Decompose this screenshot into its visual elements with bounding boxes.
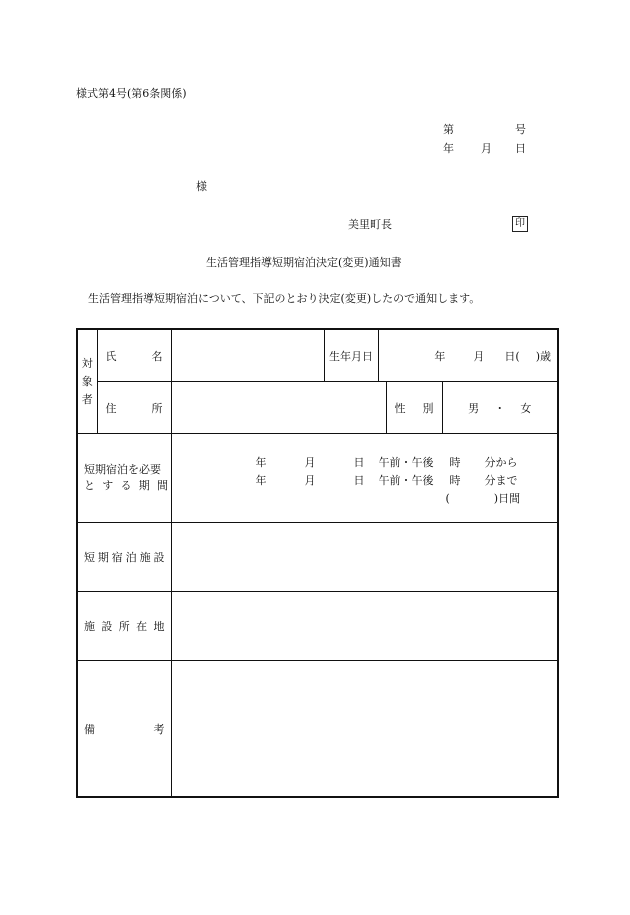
number-prefix: 第 <box>443 123 454 136</box>
name-label: 氏 名 <box>97 329 171 382</box>
period-from-line: 年 月 日 午前・午後 時 分から <box>255 456 518 469</box>
facility-field[interactable] <box>171 523 558 592</box>
number-suffix: 号 <box>515 123 526 136</box>
addressee-suffix: 様 <box>196 180 207 193</box>
period-label: 短期宿泊を必要 と す る 期 間 <box>77 434 171 523</box>
remarks-field[interactable] <box>171 661 558 798</box>
location-label: 施 設 所 在 地 <box>77 592 171 661</box>
date-year: 年 <box>443 142 454 155</box>
date-day: 日 <box>515 142 526 155</box>
location-field[interactable] <box>171 592 558 661</box>
facility-label: 短 期 宿 泊 施 設 <box>77 523 171 592</box>
birth-field[interactable]: 年 月 日( )歳 <box>378 329 558 382</box>
form-id: 様式第4号(第6条関係) <box>76 87 187 100</box>
period-to-line: 年 月 日 午前・午後 時 分まで <box>255 474 518 487</box>
issuer: 美里町長 <box>348 218 392 231</box>
period-field[interactable] <box>171 434 558 523</box>
gender-field[interactable]: 男 ・ 女 <box>442 382 558 434</box>
address-label: 住 所 <box>97 382 171 434</box>
intro-text: 生活管理指導短期宿泊について、下記のとおり決定(変更)したので通知します。 <box>88 292 481 305</box>
subject-label: 対 象 者 <box>77 329 97 434</box>
period-days-line: ( )日間 <box>445 492 521 505</box>
address-field[interactable] <box>171 382 386 434</box>
birth-label: 生年月日 <box>324 329 378 382</box>
date-month: 月 <box>481 142 492 155</box>
application-table <box>76 328 559 798</box>
document-title: 生活管理指導短期宿泊決定(変更)通知書 <box>206 256 402 269</box>
gender-label: 性 別 <box>386 382 442 434</box>
seal-mark: 印 <box>512 216 528 232</box>
remarks-label: 備 考 <box>77 661 171 798</box>
name-field[interactable] <box>171 329 324 382</box>
